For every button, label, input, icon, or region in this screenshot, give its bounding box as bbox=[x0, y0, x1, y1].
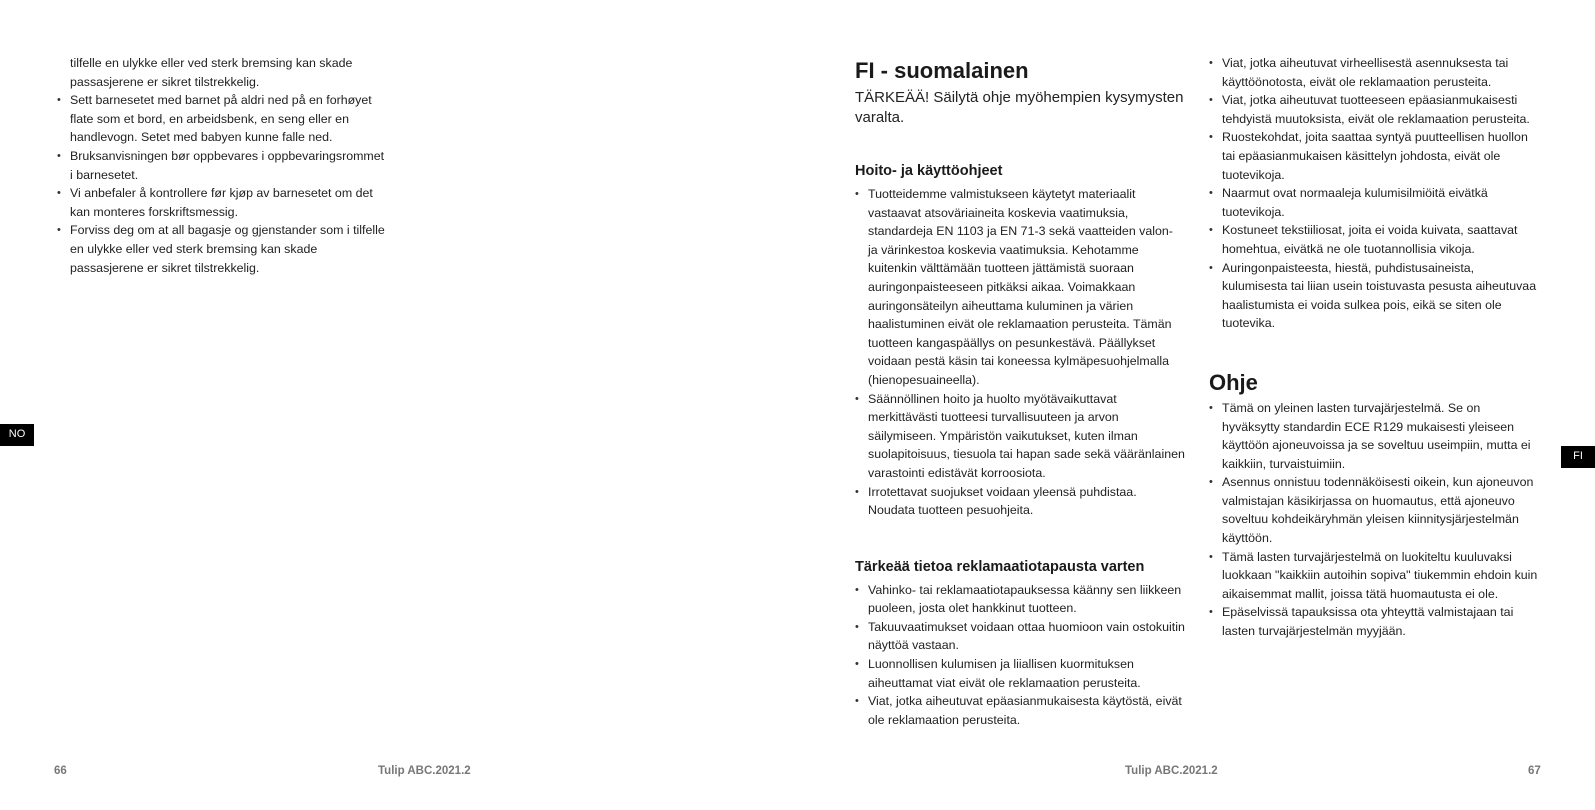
page-number-left: 66 bbox=[54, 765, 67, 777]
claims-heading: Tärkeää tietoa reklamaatiotapausta varten bbox=[855, 558, 1145, 575]
no-instructions-column bbox=[57, 54, 387, 277]
list-item: • Säännöllinen hoito ja huolto myötävaikuttavat merkittävästi tuotteesi turvallisuuteen ja arvon säilymiseen. Ympäristön vaikutukset, kuten ilman suolapitoisuus, tiesuola tai hapan sade sekä vääränlainen varastointi edistävät korroosiota. bbox=[855, 390, 1185, 483]
list-item: • Naarmut ovat normaaleja kulumisilmiöitä eivätkä tuotevikoja. bbox=[1209, 184, 1539, 221]
language-heading: FI - suomalainen bbox=[855, 58, 1029, 83]
list-item: • Sett barnesetet med barnet på aldri ned på en forhøyet flate som et bord, en arbeidsbenk, en seng eller en handlevogn. Setet med babyen kunne falle ned. bbox=[57, 91, 387, 147]
footer-title-left: Tulip ABC.2021.2 bbox=[378, 765, 471, 777]
list-item: • Tämä lasten turvajärjestelmä on luokiteltu kuuluvaksi luokkaan "kaikkiin autoihin sopiva" tiukemmin ehdoin kuin aikaisemmat mallit, joissa tätä huomautusta ei ole. bbox=[1209, 548, 1539, 604]
list-item: • Vi anbefaler å kontrollere før kjøp av barnesetet om det kan monteres forskriftsmessig. bbox=[57, 184, 387, 221]
list-item: • Forviss deg om at all bagasje og gjenstander som i tilfelle en ulykke eller ved sterk bremsing kan skade passasjerene er sikret tilstrekkelig. bbox=[57, 221, 387, 277]
fi-column-1 bbox=[855, 56, 1185, 729]
list-item: • Tämä on yleinen lasten turvajärjestelmä. Se on hyväksytty standardin ECE R129 mukaisesti yleiseen käyttöön ajoneuvoissa ja se soveltuu useimpiin, mutta ei kaikkiin, turvaistuimiin. bbox=[1209, 399, 1539, 473]
list-item: • Epäselvissä tapauksissa ota yhteyttä valmistajaan tai lasten turvajärjestelmän myyjään. bbox=[1209, 603, 1539, 640]
list-item: • Vahinko- tai reklamaatiotapauksessa käänny sen liikkeen puoleen, josta olet hankkinut tuotteen. bbox=[855, 581, 1185, 618]
page-number-right: 67 bbox=[1528, 765, 1541, 777]
list-item: tilfelle en ulykke eller ved sterk bremsing kan skade passasjerene er sikret tilstrekkelig. bbox=[70, 56, 353, 89]
language-tab-no: NO bbox=[0, 424, 34, 446]
list-item: • Asennus onnistuu todennäköisesti oikein, kun ajoneuvon valmistajan käsikirjassa on huomautus, että ajoneuvo soveltuu kohdeikäryhmän yleisen kiinnitysjärjestelmän käyttöön. bbox=[1209, 473, 1539, 547]
list-item: • Viat, jotka aiheutuvat virheellisestä asennuksesta tai käyttöönotosta, eivät ole reklamaation perusteita. bbox=[1209, 54, 1539, 91]
language-tab-fi: FI bbox=[1561, 446, 1595, 468]
footer-title-right: Tulip ABC.2021.2 bbox=[1125, 765, 1218, 777]
fi-column-2 bbox=[1209, 54, 1539, 641]
list-item: • Tuotteidemme valmistukseen käytetyt materiaalit vastaavat atsoväriaineita koskevia vaatimuksia, standardeja EN 1103 ja EN 71-3 sekä vaatteiden valon- ja värinkestoa koskevia vaatimuksia. Kehotamme kuitenkin välttämään tuotteen jättämistä suoraan auringonpaisteeseen pitkäksi aikaa. Voimakkaan auringonsäteilyn aiheuttama kuluminen ja värien haalistuminen eivät ole reklamaation perusteita. Tämän tuotteen kangaspäällys on pesunkestävä. Päällykset voidaan pestä käsin tai koneessa kylmäpesuohjelmalla (hienopesuaineella). bbox=[855, 185, 1185, 390]
ohje-list bbox=[1209, 399, 1539, 641]
list-item: • Auringonpaisteesta, hiestä, puhdistusaineista, kulumisesta tai liian usein toistuvasta pesusta aiheutuvaa haalistumista ei voida sulkea pois, eikä se siten ole tuotevika. bbox=[1209, 259, 1539, 333]
list-item: • Bruksanvisningen bør oppbevares i oppbevaringsrommet i barnesetet. bbox=[57, 147, 387, 184]
list-item: • Viat, jotka aiheutuvat epäasianmukaisesta käytöstä, eivät ole reklamaation perusteita. bbox=[855, 692, 1185, 729]
list-item: • Irrotettavat suojukset voidaan yleensä puhdistaa. Noudata tuotteen pesuohjeita. bbox=[855, 483, 1185, 520]
list-item: • Kostuneet tekstiiliosat, joita ei voida kuivata, saattavat homehtua, eivätkä ne ole tuotannollisia vikoja. bbox=[1209, 221, 1539, 258]
claims-list-continued bbox=[1209, 54, 1539, 333]
no-instruction-list bbox=[57, 54, 387, 277]
care-list bbox=[855, 185, 1185, 520]
list-item: • Luonnollisen kulumisen ja liiallisen kuormituksen aiheuttamat viat eivät ole reklamaation perusteita. bbox=[855, 655, 1185, 692]
care-heading: Hoito- ja käyttöohjeet bbox=[855, 163, 1003, 179]
list-item: • Takuuvaatimukset voidaan ottaa huomioon vain ostokuitin näyttöä vastaan. bbox=[855, 618, 1185, 655]
ohje-heading: Ohje bbox=[1209, 369, 1258, 395]
important-notice: TÄRKEÄÄ! Säilytä ohje myöhempien kysymysten varalta. bbox=[855, 89, 1184, 126]
list-item: • Ruostekohdat, joita saattaa syntyä puutteellisen huollon tai epäasianmukaisen käsittelyn johdosta, eivät ole tuotevikoja. bbox=[1209, 128, 1539, 184]
list-item: • Viat, jotka aiheutuvat tuotteeseen epäasianmukaisesti tehdyistä muutoksista, eivät ole reklamaation perusteita. bbox=[1209, 91, 1539, 128]
claims-list bbox=[855, 581, 1185, 730]
